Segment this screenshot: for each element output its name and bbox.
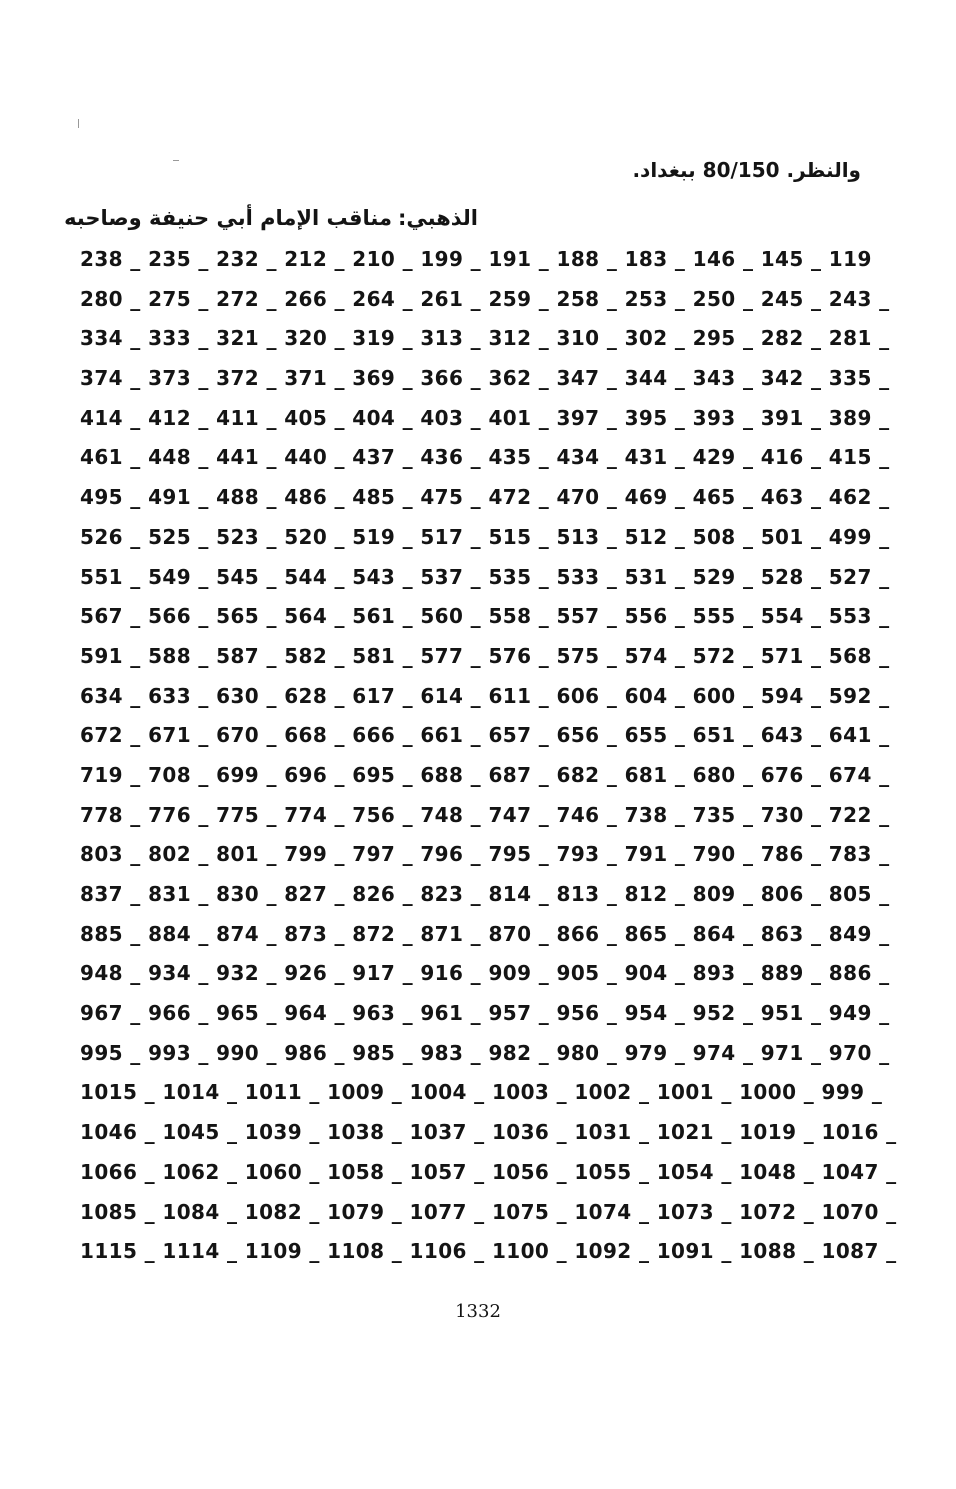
- index-row: 238 _ 235 _ 232 _ 212 _ 210 _ 199 _ 191 _ 188 _ 183 _ 146 _ 145 _ 119: [80, 247, 872, 271]
- index-row: 778 _ 776 _ 775 _ 774 _ 756 _ 748 _ 747 _ 746 _ 738 _ 735 _ 730 _ 722 _: [80, 802, 890, 827]
- index-row: 948 _ 934 _ 932 _ 926 _ 917 _ 916 _ 909 _ 905 _ 904 _ 893 _ 889 _ 886 _: [80, 961, 890, 986]
- scan-speck: [173, 160, 179, 161]
- index-row: 526 _ 525 _ 523 _ 520 _ 519 _ 517 _ 515 _ 513 _ 512 _ 508 _ 501 _ 499 _: [80, 524, 890, 549]
- page-index-list: [80, 246, 897, 1278]
- index-row: 551 _ 549 _ 545 _ 544 _ 543 _ 537 _ 535 _ 533 _ 531 _ 529 _ 528 _ 527 _: [80, 564, 890, 589]
- index-row: 1085 _ 1084 _ 1082 _ 1079 _ 1077 _ 1075 _ 1074 _ 1073 _ 1072 _ 1070 _: [80, 1199, 897, 1224]
- index-row: 334 _ 333 _ 321 _ 320 _ 319 _ 313 _ 312 _ 310 _ 302 _ 295 _ 282 _ 281 _: [80, 326, 890, 351]
- scan-speck: [78, 119, 79, 128]
- page-number: 1332: [455, 1301, 501, 1322]
- index-row: 719 _ 708 _ 699 _ 696 _ 695 _ 688 _ 687 _ 682 _ 681 _ 680 _ 676 _ 674 _: [80, 762, 890, 787]
- index-row: 837 _ 831 _ 830 _ 827 _ 826 _ 823 _ 814 _ 813 _ 812 _ 809 _ 806 _ 805 _: [80, 882, 890, 906]
- index-row: 280 _ 275 _ 272 _ 266 _ 264 _ 261 _ 259 _ 258 _ 253 _ 250 _ 245 _ 243 _: [80, 286, 890, 311]
- source-title: مناقب الإمام أبي حنيفة وصاحبه: [64, 206, 392, 230]
- index-row: 1066 _ 1062 _ 1060 _ 1058 _ 1057 _ 1056 _ 1055 _ 1054 _ 1048 _ 1047 _: [80, 1159, 897, 1184]
- index-row: 414 _ 412 _ 411 _ 405 _ 404 _ 403 _ 401 _ 397 _ 395 _ 393 _ 391 _ 389 _: [80, 405, 890, 430]
- index-row: 967 _ 966 _ 965 _ 964 _ 963 _ 961 _ 957 _ 956 _ 954 _ 952 _ 951 _ 949 _: [80, 1001, 890, 1026]
- index-row: 995 _ 993 _ 990 _ 986 _ 985 _ 983 _ 982 _ 980 _ 979 _ 974 _ 971 _ 970 _: [80, 1040, 890, 1065]
- index-row: 591 _ 588 _ 587 _ 582 _ 581 _ 577 _ 576 _ 575 _ 574 _ 572 _ 571 _ 568 _: [80, 643, 890, 668]
- index-row: 567 _ 566 _ 565 _ 564 _ 561 _ 560 _ 558 _ 557 _ 556 _ 555 _ 554 _ 553 _: [80, 604, 890, 629]
- index-row: 495 _ 491 _ 488 _ 486 _ 485 _ 475 _ 472 _ 470 _ 469 _ 465 _ 463 _ 462 _: [80, 485, 890, 510]
- index-row: 1046 _ 1045 _ 1039 _ 1038 _ 1037 _ 1036 _ 1031 _ 1021 _ 1019 _ 1016 _: [80, 1120, 897, 1145]
- source-author: الذهبي:: [398, 206, 478, 230]
- index-row: 1015 _ 1014 _ 1011 _ 1009 _ 1004 _ 1003 _ 1002 _ 1001 _ 1000 _ 999 _: [80, 1080, 883, 1105]
- index-row: 1115 _ 1114 _ 1109 _ 1108 _ 1106 _ 1100 _ 1092 _ 1091 _ 1088 _ 1087 _: [80, 1239, 897, 1264]
- index-row: 885 _ 884 _ 874 _ 873 _ 872 _ 871 _ 870 _ 866 _ 865 _ 864 _ 863 _ 849 _: [80, 921, 890, 946]
- index-row: 461 _ 448 _ 441 _ 440 _ 437 _ 436 _ 435 _ 434 _ 431 _ 429 _ 416 _ 415 _: [80, 445, 890, 470]
- index-row: 672 _ 671 _ 670 _ 668 _ 666 _ 661 _ 657 _ 656 _ 655 _ 651 _ 643 _ 641 _: [80, 723, 890, 748]
- index-row: 374 _ 373 _ 372 _ 371 _ 369 _ 366 _ 362 _ 347 _ 344 _ 343 _ 342 _ 335 _: [80, 366, 890, 391]
- text-line: والنظر. 80/150 ببغداد.: [632, 158, 861, 182]
- source-heading: [64, 206, 478, 230]
- index-row: 803 _ 802 _ 801 _ 799 _ 797 _ 796 _ 795 _ 793 _ 791 _ 790 _ 786 _ 783 _: [80, 842, 890, 867]
- index-row: 634 _ 633 _ 630 _ 628 _ 617 _ 614 _ 611 _ 606 _ 604 _ 600 _ 594 _ 592 _: [80, 683, 890, 708]
